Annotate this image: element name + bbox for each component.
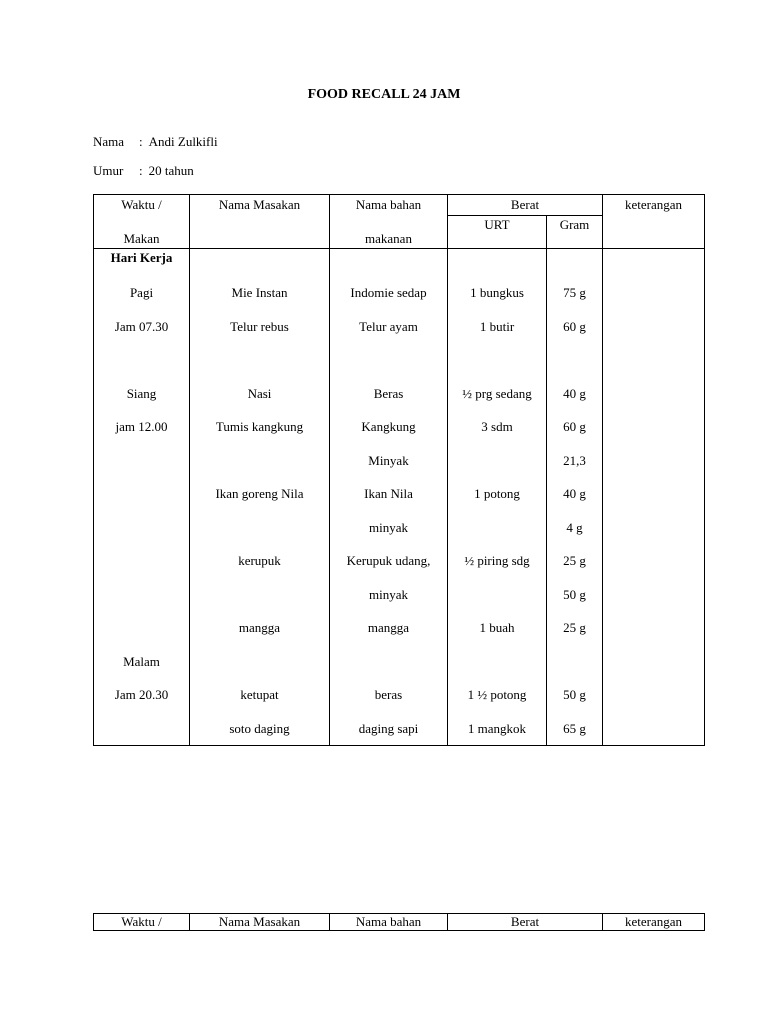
waktu-cell [94,544,189,578]
waktu-cell: Jam 07.30 [114,318,169,334]
masakan-cell [190,645,329,679]
header-waktu: Waktu / Makan [94,195,190,249]
gram-cell: 60 g [563,419,586,434]
waktu-cell [94,477,189,511]
page-title: FOOD RECALL 24 JAM [307,87,461,102]
umur-label: Umur [93,163,124,178]
waktu-cell: Malam [123,653,160,669]
bahan-cell: Kangkung [361,419,416,434]
urt-cell [448,578,546,612]
nama-sep: : [139,134,143,149]
bahan-cell: Beras [373,385,404,401]
gram-cell [547,249,602,276]
masakan-cell [190,511,329,545]
gram-cell: 40 g [563,486,586,501]
masakan-cell: soto daging [229,720,290,736]
gram-cell: 50 g [563,687,586,702]
urt-cell: 1 potong [474,486,520,501]
header-gram: Gram [547,215,603,248]
masakan-cell [190,444,329,478]
bahan-cell: Kerupuk udang, [346,553,431,568]
umur-sep: : [139,163,143,178]
header-masakan: Nama Masakan [190,195,330,249]
waktu-cell [94,611,189,645]
waktu-cell: Hari Kerja [110,250,173,265]
second-header-waktu: Waktu / [94,914,190,931]
masakan-cell: mangga [238,620,281,635]
masakan-cell: Tumis kangkung [215,419,304,434]
bahan-cell [330,249,447,276]
waktu-cell [94,444,189,478]
urt-cell [448,645,546,679]
gram-cell: 75 g [563,285,586,300]
urt-cell [448,343,546,377]
gram-cell: 25 g [563,553,586,568]
umur-line [93,163,194,179]
masakan-cell: Nasi [247,385,272,401]
masakan-cell: Mie Instan [231,285,288,300]
second-header-masakan: Nama Masakan [190,914,330,931]
second-header-bahan: Nama bahan [330,914,448,931]
waktu-cell: Siang [126,385,157,401]
urt-cell: 1 mangkok [467,720,527,736]
masakan-cell: Ikan goreng Nila [215,486,304,501]
urt-cell: ½ piring sdg [464,553,530,568]
urt-column [448,249,547,746]
header-keterangan: keterangan [603,195,705,249]
masakan-cell [190,343,329,377]
masakan-cell: Telur rebus [230,318,289,334]
waktu-cell [94,712,189,746]
bahan-cell: mangga [367,620,410,635]
urt-cell [448,511,546,545]
bahan-cell: minyak [369,586,408,602]
bahan-cell: Minyak [368,452,409,468]
gram-cell [547,343,602,377]
second-header-row [94,914,705,931]
umur-value: 20 tahun [148,163,194,178]
gram-cell: 25 g [563,620,586,635]
urt-cell: 1 ½ potong [467,687,527,702]
waktu-cell: jam 12.00 [115,419,168,434]
keterangan-column [603,249,705,746]
second-header-keterangan: keterangan [603,914,705,931]
waktu-cell: Jam 20.30 [114,687,169,702]
urt-cell: ½ prg sedang [462,385,532,401]
table-body [94,249,705,746]
nama-label: Nama [93,134,125,149]
gram-cell: 60 g [563,318,586,334]
nama-value: Andi Zulkifli [148,134,218,149]
header-urt: URT [448,215,547,248]
gram-cell: 4 g [566,519,583,535]
header-row [94,195,705,216]
waktu-cell [94,511,189,545]
bahan-cell: Telur ayam [359,318,418,334]
gram-column [547,249,603,746]
bahan-cell: daging sapi [358,720,419,736]
header-berat: Berat [448,195,603,216]
second-table-header [93,913,705,931]
bahan-cell: Ikan Nila [364,486,413,501]
second-header-berat: Berat [448,914,603,931]
nama-line [93,134,218,150]
urt-cell: 1 buah [479,620,515,635]
food-recall-table [93,194,705,746]
urt-cell [448,444,546,478]
masakan-cell [190,249,329,276]
masakan-cell: ketupat [240,687,279,702]
waktu-cell [94,578,189,612]
bahan-cell: minyak [369,519,408,535]
header-bahan: Nama bahan makanan [330,195,448,249]
urt-cell [448,249,546,276]
urt-cell: 3 sdm [481,419,513,434]
urt-cell: 1 bungkus [470,285,524,300]
masakan-cell: kerupuk [238,553,281,568]
waktu-cell: Pagi [129,285,154,300]
gram-cell: 21,3 [563,452,586,468]
urt-cell: 1 butir [479,318,515,334]
gram-cell [547,645,602,679]
gram-cell: 65 g [563,720,586,736]
masakan-column [190,249,330,746]
bahan-cell: beras [374,687,403,702]
waktu-column [94,249,190,746]
gram-cell: 40 g [563,385,586,401]
waktu-cell [94,343,189,377]
masakan-cell [190,578,329,612]
bahan-cell [330,645,447,679]
gram-cell: 50 g [563,586,586,602]
bahan-cell: Indomie sedap [350,285,427,300]
bahan-cell [330,343,447,377]
bahan-column [330,249,448,746]
